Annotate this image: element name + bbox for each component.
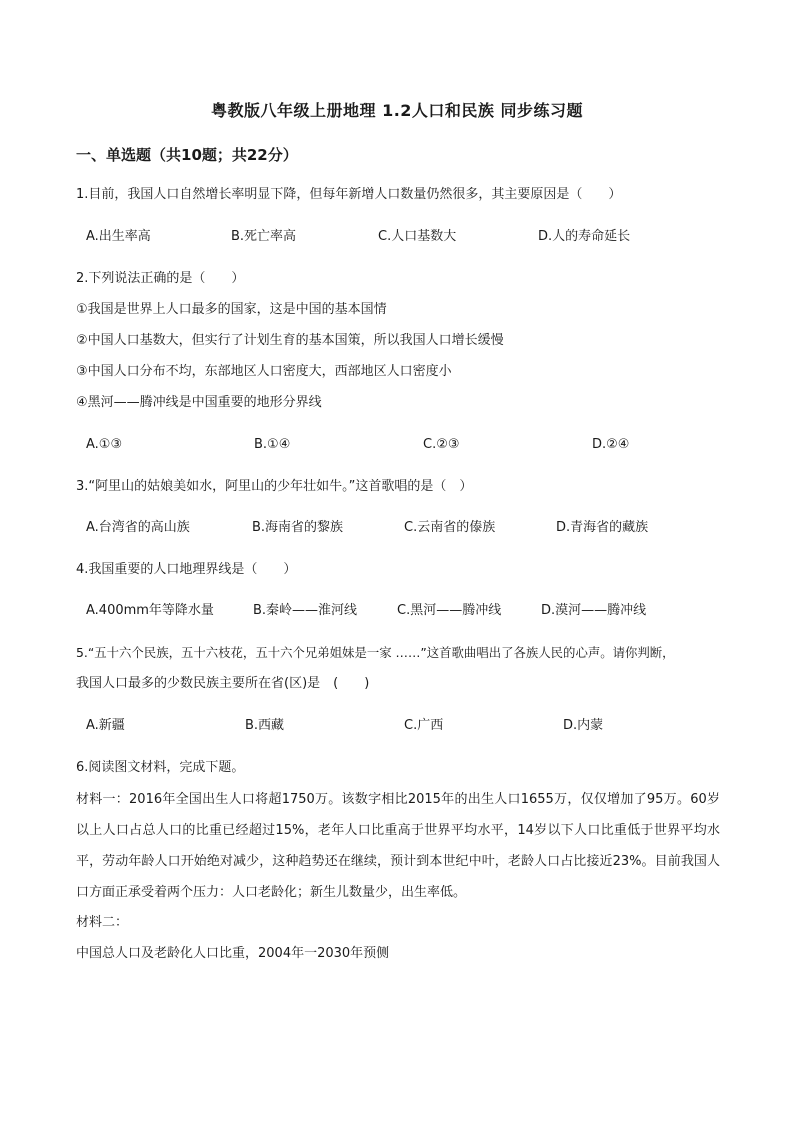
question-2-stem: 2.下列说法正确的是（ ） [76, 271, 245, 286]
question-1-option-b[interactable]: B.死亡率高 [231, 229, 297, 244]
question-5-option-d[interactable]: D.内蒙 [563, 718, 604, 733]
question-5-option-b[interactable]: B.西藏 [245, 718, 285, 733]
question-3-options [86, 519, 726, 537]
question-2-option-a[interactable]: A.①③ [86, 437, 123, 452]
question-3-option-c[interactable]: C.云南省的傣族 [404, 520, 496, 535]
question-3-stem: 3.“阿里山的姑娘美如水，阿里山的少年壮如牛。”这首歌唱的是（ ） [76, 479, 473, 494]
question-5-stem-line-2: 我国人口最多的少数民族主要所在省(区)是 ( ) [76, 676, 370, 691]
question-2-statement-4: ④黑河——腾冲线是中国重要的地形分界线 [76, 395, 322, 410]
question-4-option-b[interactable]: B.秦岭——淮河线 [253, 603, 358, 618]
question-5-option-a[interactable]: A.新疆 [86, 718, 125, 733]
question-5-stem-line-1: 5.“五十六个民族，五十六枝花，五十六个兄弟姐妹是一家 ……”这首歌曲唱出了各族人民的心声。请你判断， [76, 645, 675, 660]
question-4-option-a[interactable]: A.400mm年等降水量 [86, 603, 214, 618]
question-1-option-a[interactable]: A.出生率高 [86, 229, 151, 244]
question-4-stem: 4.我国重要的人口地理界线是（ ） [76, 562, 297, 577]
question-4-option-d[interactable]: D.漠河——腾冲线 [541, 603, 647, 618]
question-6-stem: 6.阅读图文材料，完成下题。 [76, 760, 245, 775]
question-4-options [86, 602, 726, 620]
question-1-option-d[interactable]: D.人的寿命延长 [538, 229, 631, 244]
question-3-option-b[interactable]: B.海南省的黎族 [252, 520, 344, 535]
question-1-option-c[interactable]: C.人口基数大 [378, 229, 457, 244]
question-2-options [86, 436, 726, 454]
question-6-chart-caption: 中国总人口及老龄化人口比重，2004年一2030年预侧 [76, 946, 390, 961]
question-2-statement-3: ③中国人口分布不均，东部地区人口密度大，西部地区人口密度小 [76, 364, 452, 379]
question-6-material-2-label: 材料二： [76, 915, 129, 930]
question-2-option-b[interactable]: B.①④ [254, 437, 291, 452]
question-1-stem: 1.目前，我国人口自然增长率明显下降，但每年新增人口数量仍然很多，其主要原因是（ ） [76, 187, 622, 202]
question-2-option-d[interactable]: D.②④ [592, 437, 630, 452]
section-heading: 一、单选题（共10题；共22分） [76, 146, 298, 164]
question-4-option-c[interactable]: C.黑河——腾冲线 [397, 603, 502, 618]
question-2-statement-1: ①我国是世界上人口最多的国家，这是中国的基本国情 [76, 302, 387, 317]
question-3-option-d[interactable]: D.青海省的藏族 [556, 520, 649, 535]
question-5-options [86, 717, 726, 735]
question-2-option-c[interactable]: C.②③ [423, 437, 460, 452]
document-title: 粤教版八年级上册地理 1.2人口和民族 同步练习题 [211, 101, 583, 120]
question-5-option-c[interactable]: C.广西 [404, 718, 444, 733]
question-3-option-a[interactable]: A.台湾省的高山族 [86, 520, 190, 535]
question-6-material-1: 材料一：2016年全国出生人口将超1750万。该数字相比2015年的出生人口1655万，仅仅增加了95万。60岁以上人口占总人口的比重已经超过15%，老年人口比重高于世界平均水平，14岁以下人口比重低于世界平均水平，劳动年龄人口开始绝对减少，这种趋势还在继续，预计到本世纪中叶，老龄人口占比接近23%。目前我国人口方面正承受着两个压力：人口老龄化；新生儿数量少，出生率低。 [76, 792, 720, 900]
question-2-statement-2: ②中国人口基数大，但实行了计划生育的基本国策，所以我国人口增长缓慢 [76, 333, 504, 348]
question-1-options [86, 228, 726, 246]
